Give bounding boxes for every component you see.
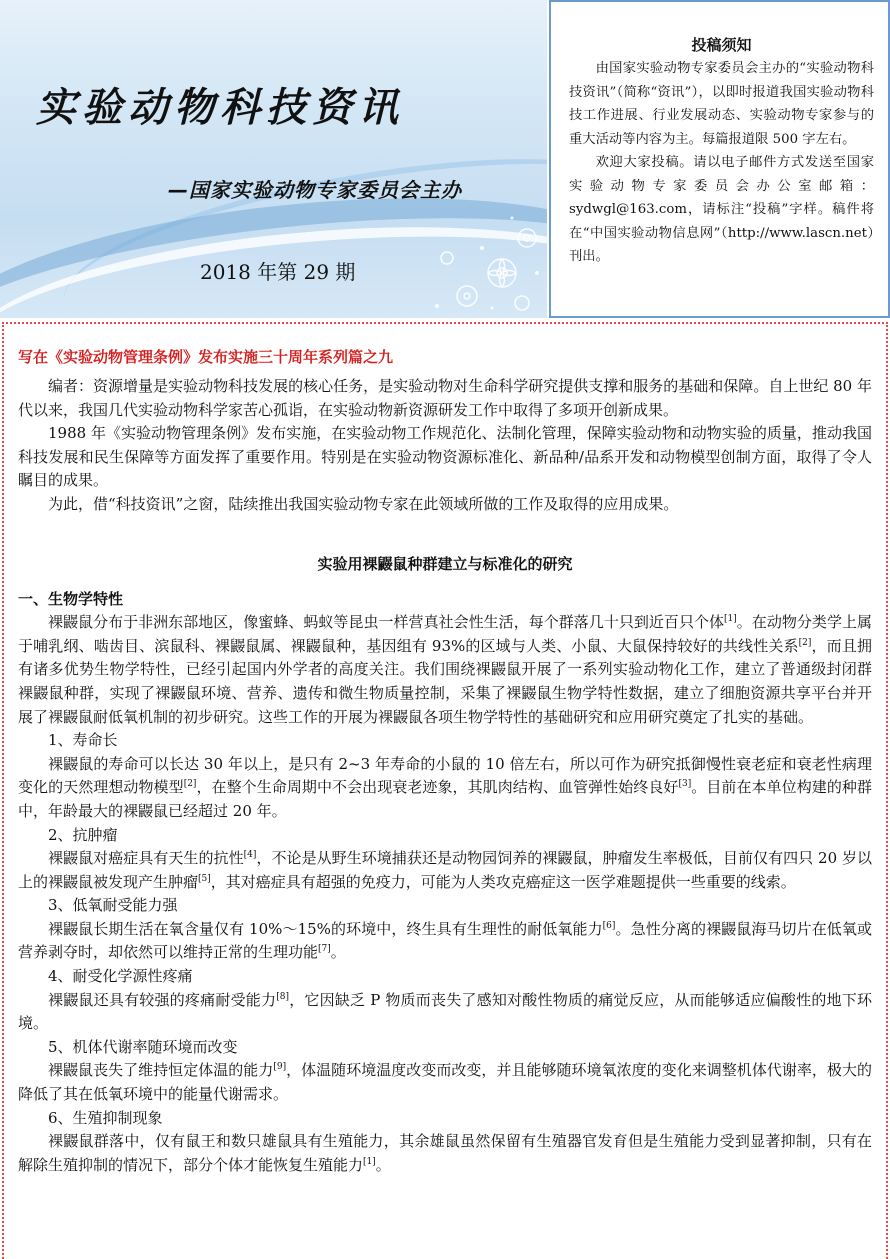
editor-note-paragraph: 编者：资源增量是实验动物科技发展的核心任务，是实验动物对生命科学研究提供支撑和服务的基础和保障。自上世纪 80 年代以来，我国几代实验动物科学家苦心孤诣，在实验动物新资源研发工作中取得了多项开创新成果。 <box>18 377 872 419</box>
citation-ref: [2] <box>183 779 197 790</box>
issue-number: 2018 年第 29 期 <box>200 260 356 284</box>
subsection-paragraph: 裸鼹鼠的寿命可以长达 30 年以上，是只有 2~3 年寿命的小鼠的 10 倍左右，所以可作为研究抵御慢性衰老症和衰老性病理变化的天然理想动物模型[2]，在整个生命周期中不会出现衰老迹象，其肌肉结构、血管弹性始终良好[3]。目前在本单位构建的种群中，年龄最大的裸鼹鼠已经超过 20 年。 <box>18 754 872 820</box>
subsection-paragraph: 裸鼹鼠群落中，仅有鼠王和数只雄鼠具有生殖能力，其余雄鼠虽然保留有生殖器官发育但是生殖能力受到显著抑制，只有在解除生殖抑制的情况下，部分个体才能恢复生殖能力[1]。 <box>18 1132 872 1174</box>
citation-ref: [7] <box>318 944 331 955</box>
citation-ref: [5] <box>198 873 211 884</box>
article-title: 实验用裸鼹鼠种群建立与标准化的研究 <box>317 554 573 573</box>
editor-note-paragraph: 1988 年《实验动物管理条例》发布实施，在实验动物工作规范化、法制化管理，保障实验动物和动物实验的质量，推动我国科技发展和民生保障等方面发挥了重要作用。特别是在实验动物资源标准化、新品种/品系开发和动物模型创制方面，取得了令人瞩目的成果。 <box>18 424 872 490</box>
subsection-heading: 6、生殖抑制现象 <box>48 1108 163 1127</box>
subsection-heading: 1、寿命长 <box>48 731 118 750</box>
section-heading: 一、生物学特性 <box>18 589 124 608</box>
citation-ref: [1] <box>363 1156 376 1167</box>
citation-ref: [9] <box>273 1062 287 1073</box>
magazine-subtitle: —国家实验动物专家委员会主办 <box>168 178 462 202</box>
subsection-heading: 5、机体代谢率随环境而改变 <box>48 1037 238 1056</box>
citation-ref: [1] <box>724 614 737 625</box>
citation-ref: [6] <box>602 920 616 931</box>
citation-ref: [8] <box>276 991 289 1002</box>
citation-ref: [3] <box>678 779 692 790</box>
section-intro-paragraph: 裸鼹鼠分布于非洲东部地区，像蜜蜂、蚂蚁等昆虫一样营真社会性生活，每个群落几十只到近百只个体[1]。在动物分类学上属于哺乳纲、啮齿目、滨鼠科、裸鼹鼠属、裸鼹鼠种，基因组有 93%的区域与人类、小鼠、大鼠保持较好的共线性关系[2]，而且拥有诸多优势生物学特性，已经引起国内外学者的高度关注。我们围绕裸鼹鼠开展了一系列实验动物化工作，建立了普通级封闭群裸鼹鼠种群，实现了裸鼹鼠环境、营养、遗传和微生物质量控制，采集了裸鼹鼠生物学特性数据，建立了细胞资源共享平台并开展了裸鼹鼠耐低氧机制的初步研究。这些工作的开展为裸鼹鼠各项生物学特性的基础研究和应用研究奠定了扎实的基础。 <box>18 613 872 726</box>
subsection-paragraph: 裸鼹鼠长期生活在氧含量仅有 10%～15%的环境中，终生具有生理性的耐低氧能力[6]。急性分离的裸鼹鼠海马切片在低氧或营养剥夺时，却依然可以维持正常的生理功能[7]。 <box>18 919 872 962</box>
editor-note-paragraph: 为此，借“科技资讯”之窗，陆续推出我国实验动物专家在此领域所做的工作及取得的应用成果。 <box>48 494 679 513</box>
header-banner <box>0 0 547 318</box>
subsection-paragraph: 裸鼹鼠还具有较强的疼痛耐受能力[8]，它因缺乏 P 物质而丧失了感知对酸性物质的痛觉反应，从而能够适应偏酸性的地下环境。 <box>18 990 872 1033</box>
subsection-paragraph: 裸鼹鼠对癌症具有天生的抗性[4]，不论是从野生环境捕获还是动物园饲养的裸鼹鼠，肿瘤发生率极低，目前仅有四只 20 岁以上的裸鼹鼠被发现产生肿瘤[5]，其对癌症具有超强的免疫力，可能为人类攻克癌症这一医学难题提供一些重要的线索。 <box>18 849 872 891</box>
subsection-heading: 4、耐受化学源性疼痛 <box>48 967 193 986</box>
article-frame <box>2 322 888 1259</box>
subsection-heading: 3、低氧耐受能力强 <box>48 896 178 915</box>
subsection-heading: 2、抗肿瘤 <box>48 825 118 844</box>
notice-title: 投稿须知 <box>691 36 752 54</box>
citation-ref: [2] <box>798 637 812 648</box>
submission-notice-box <box>549 0 890 318</box>
magazine-title: 实验动物科技资讯 <box>36 85 404 131</box>
citation-ref: [4] <box>243 850 257 861</box>
subsection-paragraph: 裸鼹鼠丧失了维持恒定体温的能力[9]，体温随环境温度改变而改变，并且能够随环境氧浓度的变化来调整机体代谢率，极大的降低了其在低氧环境中的能量代谢需求。 <box>18 1061 872 1104</box>
notice-paragraph: 欢迎大家投稿。请以电子邮件方式发送至国家实验动物专家委员会办公室邮箱：sydwgl@163.com，请标注“投稿”字样。稿件将在“中国实验动物信息网”（http://www.lascn.net）刊出。 <box>569 155 874 264</box>
notice-paragraph: 由国家实验动物专家委员会主办的“实验动物科技资讯”（简称“资讯”），以即时报道我国实验动物科技工作进展、行业发展动态、实验动物专家参与的重大活动等内容为主。每篇报道限 500 字左右。 <box>569 61 874 147</box>
series-title: 写在《实验动物管理条例》发布实施三十周年系列篇之九 <box>18 348 394 366</box>
